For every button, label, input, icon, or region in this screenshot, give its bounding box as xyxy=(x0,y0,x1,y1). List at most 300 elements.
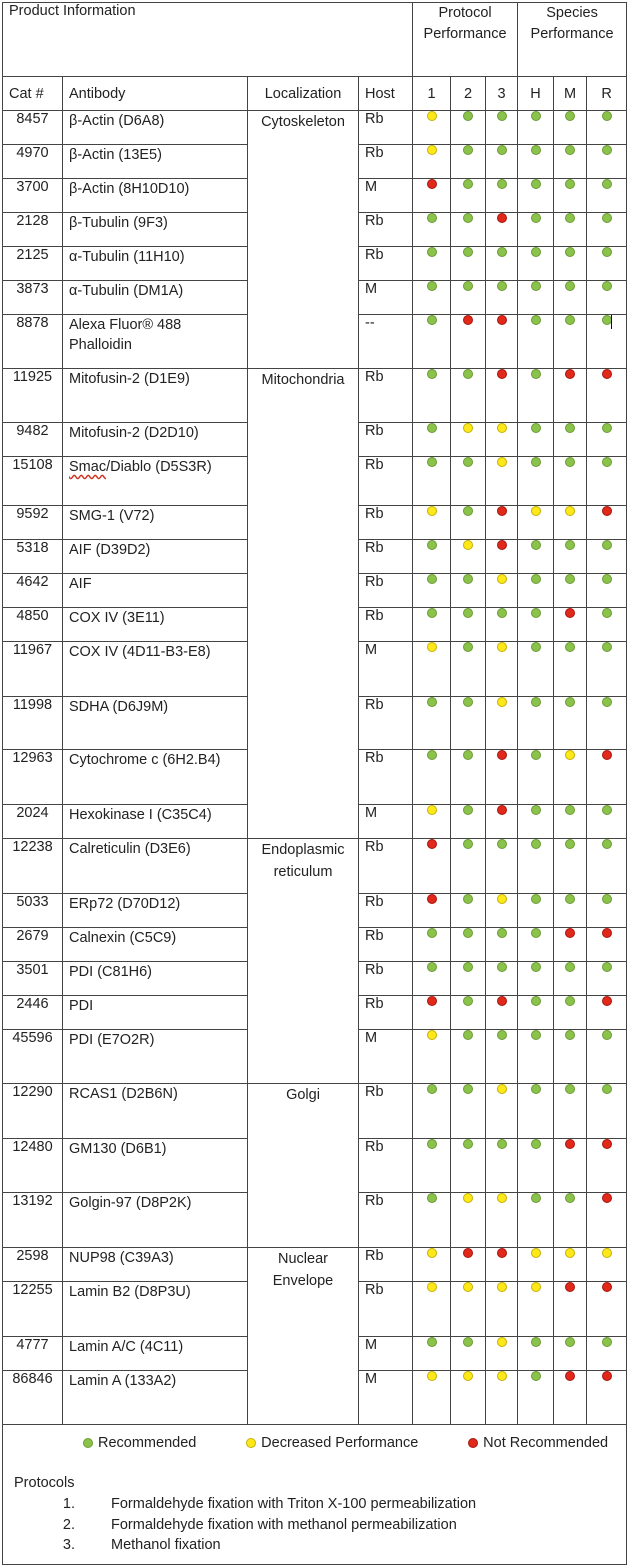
cat-number: 2446 xyxy=(3,996,63,1030)
legend-not-recommended xyxy=(468,1435,608,1451)
cat-number: 4850 xyxy=(3,608,63,642)
performance-dot xyxy=(497,697,507,707)
protocol-2-cell xyxy=(451,213,486,247)
performance-dot xyxy=(602,1371,612,1381)
antibody-name: α-Tubulin (DM1A) xyxy=(63,281,248,315)
performance-dot xyxy=(497,315,507,325)
species-human-cell xyxy=(518,213,554,247)
footer-row xyxy=(3,1425,627,1565)
col-protocol-3: 3 xyxy=(486,77,518,111)
species-mouse-cell xyxy=(554,1084,587,1139)
cursor-mark xyxy=(611,315,612,329)
performance-dot xyxy=(463,111,473,121)
performance-dot xyxy=(497,145,507,155)
performance-dot xyxy=(565,805,575,815)
performance-dot xyxy=(427,1193,437,1203)
protocol-3-cell xyxy=(486,805,518,839)
protocol-3-cell xyxy=(486,1030,518,1084)
protocol-1-cell xyxy=(413,642,451,697)
species-human-cell xyxy=(518,1084,554,1139)
cat-number: 2679 xyxy=(3,928,63,962)
species-mouse-cell xyxy=(554,1030,587,1084)
performance-dot xyxy=(497,962,507,972)
performance-dot xyxy=(565,506,575,516)
protocol-2-cell xyxy=(451,1139,486,1193)
protocol-1-cell xyxy=(413,145,451,179)
performance-dot xyxy=(565,608,575,618)
performance-dot xyxy=(463,1193,473,1203)
species-human-cell xyxy=(518,1030,554,1084)
performance-dot xyxy=(427,697,437,707)
protocol-1-cell xyxy=(413,805,451,839)
performance-dot xyxy=(565,1139,575,1149)
performance-dot xyxy=(463,247,473,257)
performance-dot xyxy=(427,281,437,291)
protocol-text: Formaldehyde fixation with methanol permeabilization xyxy=(111,1516,457,1533)
protocol-1-cell xyxy=(413,247,451,281)
species-rat-cell xyxy=(587,1371,627,1425)
species-human-cell xyxy=(518,457,554,506)
performance-dot xyxy=(427,1337,437,1347)
performance-dot xyxy=(427,540,437,550)
species-human-cell xyxy=(518,315,554,369)
species-human-cell xyxy=(518,1248,554,1282)
cat-number: 2128 xyxy=(3,213,63,247)
performance-dot xyxy=(497,1371,507,1381)
antibody-name: COX IV (3E11) xyxy=(63,608,248,642)
protocol-3-cell xyxy=(486,506,518,540)
protocol-number: 3. xyxy=(62,1537,75,1553)
host-cell: Rb xyxy=(359,1248,413,1282)
host-cell: Rb xyxy=(359,1084,413,1139)
antibody-name: β-Actin (13E5) xyxy=(63,145,248,179)
species-rat-cell xyxy=(587,894,627,928)
protocol-1-cell xyxy=(413,608,451,642)
species-human-cell xyxy=(518,996,554,1030)
protocol-3-cell xyxy=(486,894,518,928)
cat-number: 11925 xyxy=(3,369,63,423)
performance-dot xyxy=(497,1030,507,1040)
species-mouse-cell xyxy=(554,1193,587,1248)
performance-dot xyxy=(531,1084,541,1094)
species-human-cell xyxy=(518,574,554,608)
antibody-name: AIF xyxy=(63,574,248,608)
performance-dot xyxy=(602,1193,612,1203)
host-cell: M xyxy=(359,1030,413,1084)
performance-dot xyxy=(565,111,575,121)
protocol-1-cell xyxy=(413,996,451,1030)
protocol-2-cell xyxy=(451,996,486,1030)
performance-dot xyxy=(497,839,507,849)
species-mouse-cell xyxy=(554,369,587,423)
cat-number: 11967 xyxy=(3,642,63,697)
protocol-item xyxy=(9,1535,620,1556)
cat-number: 11998 xyxy=(3,697,63,750)
antibody-name: β-Actin (D6A8) xyxy=(63,111,248,145)
species-rat-cell xyxy=(587,111,627,145)
protocol-1-cell xyxy=(413,928,451,962)
protocol-2-cell xyxy=(451,574,486,608)
antibody-name: Calreticulin (D3E6) xyxy=(63,839,248,894)
protocol-2-cell xyxy=(451,369,486,423)
species-mouse-cell xyxy=(554,423,587,457)
col-antibody: Antibody xyxy=(63,77,248,111)
species-mouse-cell xyxy=(554,697,587,750)
host-cell: Rb xyxy=(359,213,413,247)
protocol-1-cell xyxy=(413,506,451,540)
protocol-2-cell xyxy=(451,457,486,506)
performance-dot xyxy=(463,928,473,938)
protocol-3-cell xyxy=(486,1337,518,1371)
performance-dot xyxy=(497,805,507,815)
host-cell: Rb xyxy=(359,111,413,145)
protocol-3-cell xyxy=(486,540,518,574)
species-mouse-cell xyxy=(554,1371,587,1425)
antibody-name: Calnexin (C5C9) xyxy=(63,928,248,962)
performance-dot xyxy=(602,111,612,121)
column-header-row xyxy=(3,77,627,111)
protocol-1-cell xyxy=(413,281,451,315)
protocol-item xyxy=(9,1494,620,1515)
host-cell: M xyxy=(359,805,413,839)
protocol-number: 1. xyxy=(62,1496,75,1512)
protocol-1-cell xyxy=(413,1139,451,1193)
protocol-2-cell xyxy=(451,894,486,928)
performance-dot xyxy=(531,928,541,938)
protocol-2-cell xyxy=(451,962,486,996)
performance-dot xyxy=(427,315,437,325)
col-cat: Cat # xyxy=(3,77,63,111)
protocol-3-cell xyxy=(486,111,518,145)
protocol-3-cell xyxy=(486,179,518,213)
protocol-3-cell xyxy=(486,928,518,962)
performance-dot xyxy=(463,1030,473,1040)
protocol-number: 2. xyxy=(62,1516,75,1533)
protocol-2-cell xyxy=(451,1248,486,1282)
protocol-1-cell xyxy=(413,574,451,608)
species-human-cell xyxy=(518,247,554,281)
antibody-name: COX IV (4D11-B3-E8) xyxy=(63,642,248,697)
protocol-1-cell xyxy=(413,750,451,805)
performance-dot xyxy=(565,750,575,760)
species-mouse-cell xyxy=(554,506,587,540)
protocol-1-cell xyxy=(413,1193,451,1248)
species-rat-cell xyxy=(587,805,627,839)
protocol-item xyxy=(9,1515,620,1536)
legend-decreased xyxy=(246,1435,418,1451)
cat-number: 5033 xyxy=(3,894,63,928)
protocol-2-cell xyxy=(451,506,486,540)
species-mouse-cell xyxy=(554,179,587,213)
performance-dot xyxy=(497,423,507,433)
species-human-cell xyxy=(518,697,554,750)
protocol-2-cell xyxy=(451,315,486,369)
protocol-1-cell xyxy=(413,697,451,750)
species-rat-cell xyxy=(587,247,627,281)
performance-dot xyxy=(497,996,507,1006)
performance-dot xyxy=(463,315,473,325)
antibody-name: PDI xyxy=(63,996,248,1030)
performance-dot xyxy=(565,894,575,904)
antibody-name: RCAS1 (D2B6N) xyxy=(63,1084,248,1139)
performance-dot xyxy=(531,608,541,618)
performance-dot xyxy=(531,145,541,155)
performance-dot xyxy=(463,506,473,516)
cat-number: 12480 xyxy=(3,1139,63,1193)
performance-dot xyxy=(497,1337,507,1347)
performance-dot xyxy=(602,145,612,155)
host-cell: Rb xyxy=(359,506,413,540)
protocol-1-cell xyxy=(413,1371,451,1425)
yellow-dot-icon xyxy=(246,1438,256,1448)
host-cell: Rb xyxy=(359,457,413,506)
performance-dot xyxy=(565,457,575,467)
cat-number: 13192 xyxy=(3,1193,63,1248)
localization-cell: Mitochondria xyxy=(248,369,359,839)
protocol-3-cell xyxy=(486,457,518,506)
performance-dot xyxy=(463,996,473,1006)
performance-dot xyxy=(565,996,575,1006)
performance-dot xyxy=(427,608,437,618)
antibody-name: β-Actin (8H10D10) xyxy=(63,179,248,213)
protocols-list xyxy=(9,1494,620,1556)
performance-dot xyxy=(463,281,473,291)
performance-dot xyxy=(531,750,541,760)
species-mouse-cell xyxy=(554,642,587,697)
localization-cell: Golgi xyxy=(248,1084,359,1248)
performance-dot xyxy=(565,1371,575,1381)
performance-dot xyxy=(497,1282,507,1292)
species-mouse-cell xyxy=(554,962,587,996)
performance-dot xyxy=(427,247,437,257)
performance-dot xyxy=(531,642,541,652)
performance-dot xyxy=(531,839,541,849)
species-rat-cell xyxy=(587,839,627,894)
performance-dot xyxy=(531,281,541,291)
footer-cell xyxy=(3,1425,627,1565)
col-species-mouse: M xyxy=(554,77,587,111)
performance-dot xyxy=(427,839,437,849)
host-cell: Rb xyxy=(359,697,413,750)
protocol-2-cell xyxy=(451,1030,486,1084)
performance-dot xyxy=(463,457,473,467)
species-rat-cell xyxy=(587,962,627,996)
antibody-name xyxy=(63,457,248,506)
performance-dot xyxy=(427,894,437,904)
performance-dot xyxy=(497,506,507,516)
species-mouse-cell xyxy=(554,750,587,805)
performance-dot xyxy=(427,962,437,972)
protocol-1-cell xyxy=(413,1337,451,1371)
protocol-1-cell xyxy=(413,540,451,574)
protocol-1-cell xyxy=(413,1282,451,1337)
protocol-1-cell xyxy=(413,894,451,928)
species-rat-cell xyxy=(587,1248,627,1282)
species-mouse-cell xyxy=(554,1248,587,1282)
protocol-2-cell xyxy=(451,697,486,750)
antibody-name: Cytochrome c (6H2.B4) xyxy=(63,750,248,805)
col-host: Host xyxy=(359,77,413,111)
species-rat-cell xyxy=(587,369,627,423)
host-cell: Rb xyxy=(359,423,413,457)
species-human-cell xyxy=(518,179,554,213)
antibody-name: β-Tubulin (9F3) xyxy=(63,213,248,247)
performance-dot xyxy=(427,928,437,938)
species-mouse-cell xyxy=(554,805,587,839)
performance-dot xyxy=(531,315,541,325)
performance-dot xyxy=(565,369,575,379)
cat-number: 45596 xyxy=(3,1030,63,1084)
performance-dot xyxy=(463,1282,473,1292)
legend-recommended xyxy=(83,1435,196,1451)
species-rat-cell xyxy=(587,145,627,179)
performance-dot xyxy=(427,750,437,760)
species-rat-cell xyxy=(587,608,627,642)
species-rat-cell xyxy=(587,281,627,315)
antibody-name: Golgin-97 (D8P2K) xyxy=(63,1193,248,1248)
performance-dot xyxy=(602,1139,612,1149)
performance-dot xyxy=(497,894,507,904)
performance-dot xyxy=(531,697,541,707)
species-human-cell xyxy=(518,369,554,423)
species-rat-cell xyxy=(587,315,627,369)
performance-dot xyxy=(531,574,541,584)
species-rat-cell xyxy=(587,457,627,506)
performance-dot xyxy=(463,1371,473,1381)
performance-dot xyxy=(497,111,507,121)
performance-dot xyxy=(531,1248,541,1258)
species-rat-cell xyxy=(587,1337,627,1371)
antibody-name-part: /Diablo (D5S3R) xyxy=(106,459,212,475)
performance-dot xyxy=(463,145,473,155)
protocol-1-cell xyxy=(413,1084,451,1139)
species-human-cell xyxy=(518,145,554,179)
performance-dot xyxy=(531,962,541,972)
performance-dot xyxy=(565,247,575,257)
performance-dot xyxy=(602,369,612,379)
antibody-name: Hexokinase I (C35C4) xyxy=(63,805,248,839)
performance-dot xyxy=(602,894,612,904)
protocol-1-cell xyxy=(413,962,451,996)
performance-dot xyxy=(427,179,437,189)
host-cell: Rb xyxy=(359,1139,413,1193)
cat-number: 12290 xyxy=(3,1084,63,1139)
species-rat-cell xyxy=(587,928,627,962)
antibody-name: α-Tubulin (11H10) xyxy=(63,247,248,281)
protocol-2-cell xyxy=(451,805,486,839)
species-mouse-cell xyxy=(554,281,587,315)
antibody-name: SMG-1 (V72) xyxy=(63,506,248,540)
species-rat-cell xyxy=(587,540,627,574)
performance-dot xyxy=(602,1248,612,1258)
performance-dot xyxy=(531,996,541,1006)
protocol-2-cell xyxy=(451,642,486,697)
protocol-1-cell xyxy=(413,457,451,506)
localization-cell: Cytoskeleton xyxy=(248,111,359,369)
performance-dot xyxy=(463,1337,473,1347)
performance-dot xyxy=(531,805,541,815)
host-cell: -- xyxy=(359,315,413,369)
performance-dot xyxy=(531,369,541,379)
cat-number: 3873 xyxy=(3,281,63,315)
performance-dot xyxy=(602,423,612,433)
performance-dot xyxy=(602,839,612,849)
protocol-1-cell xyxy=(413,423,451,457)
host-cell: M xyxy=(359,179,413,213)
cat-number: 4970 xyxy=(3,145,63,179)
cat-number: 12963 xyxy=(3,750,63,805)
localization-cell: Nuclear Envelope xyxy=(248,1248,359,1425)
protocol-3-cell xyxy=(486,642,518,697)
antibody-name: Alexa Fluor® 488 Phalloidin xyxy=(63,315,248,369)
protocol-1-cell xyxy=(413,839,451,894)
cat-number: 3501 xyxy=(3,962,63,996)
species-human-cell xyxy=(518,1193,554,1248)
legend-recommended-label: Recommended xyxy=(98,1435,197,1451)
species-rat-cell xyxy=(587,1084,627,1139)
species-rat-cell xyxy=(587,213,627,247)
performance-dot xyxy=(531,423,541,433)
performance-dot xyxy=(565,642,575,652)
performance-dot xyxy=(463,574,473,584)
performance-dot xyxy=(602,962,612,972)
antibody-name: PDI (C81H6) xyxy=(63,962,248,996)
performance-dot xyxy=(463,540,473,550)
protocol-3-cell xyxy=(486,1248,518,1282)
protocol-2-cell xyxy=(451,839,486,894)
performance-dot xyxy=(565,697,575,707)
protocol-3-cell xyxy=(486,1084,518,1139)
performance-dot xyxy=(463,805,473,815)
protocol-3-cell xyxy=(486,1371,518,1425)
species-rat-cell xyxy=(587,750,627,805)
host-cell: Rb xyxy=(359,1193,413,1248)
performance-dot xyxy=(463,369,473,379)
host-cell: Rb xyxy=(359,839,413,894)
col-species-rat: R xyxy=(587,77,627,111)
performance-dot xyxy=(565,315,575,325)
performance-dot xyxy=(565,423,575,433)
protocol-3-cell xyxy=(486,247,518,281)
cat-number: 15108 xyxy=(3,457,63,506)
performance-dot xyxy=(602,608,612,618)
species-human-cell xyxy=(518,805,554,839)
performance-dot xyxy=(463,213,473,223)
protocol-2-cell xyxy=(451,1371,486,1425)
performance-dot xyxy=(565,839,575,849)
protocol-3-cell xyxy=(486,750,518,805)
protocol-2-cell xyxy=(451,1193,486,1248)
performance-dot xyxy=(427,1248,437,1258)
performance-dot xyxy=(497,213,507,223)
protocol-3-cell xyxy=(486,1139,518,1193)
performance-dot xyxy=(565,1030,575,1040)
performance-dot xyxy=(531,1193,541,1203)
green-dot-icon xyxy=(83,1438,93,1448)
host-cell: Rb xyxy=(359,540,413,574)
performance-dot xyxy=(463,750,473,760)
performance-dot xyxy=(463,962,473,972)
product-performance-table xyxy=(2,2,627,1565)
protocol-2-cell xyxy=(451,145,486,179)
performance-dot xyxy=(497,1084,507,1094)
antibody-name: Lamin A/C (4C11) xyxy=(63,1337,248,1371)
cat-number: 9592 xyxy=(3,506,63,540)
species-human-cell xyxy=(518,608,554,642)
species-mouse-cell xyxy=(554,839,587,894)
host-cell: Rb xyxy=(359,894,413,928)
species-mouse-cell xyxy=(554,894,587,928)
